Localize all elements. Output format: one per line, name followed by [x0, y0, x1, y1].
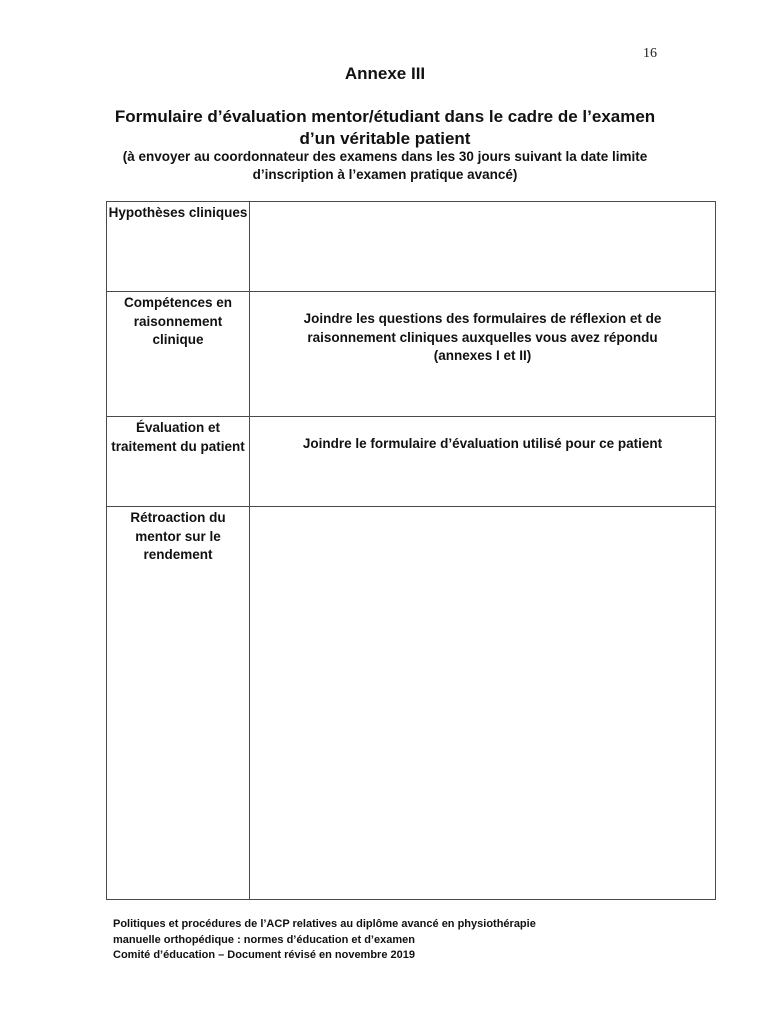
table-row-clinical-hypotheses — [107, 202, 716, 292]
form-title: Formulaire d’évaluation mentor/étudiant dans le cadre de l’examen d’un véritable patient — [114, 107, 656, 148]
row-label-clinical-hypotheses: Hypothèses cliniques — [107, 202, 250, 292]
footer-line-3: Comité d’éducation – Document révisé en novembre 2019 — [113, 949, 415, 961]
footer-line-2: manuelle orthopédique : normes d’éducation et d’examen — [113, 933, 415, 946]
annex-title: Annexe III — [344, 64, 426, 83]
table-row-clinical-reasoning — [107, 292, 716, 417]
page-footer — [113, 917, 673, 964]
page-number: 16 — [643, 46, 657, 61]
row-label-patient-assessment: Évaluation et traitement du patient — [107, 417, 250, 507]
footer-line-1: Politiques et procédures de l’ACP relatives au diplôme avancé en physiothérapie — [113, 918, 536, 930]
form-subtitle: (à envoyer au coordonnateur des examens dans les 30 jours suivant la date limite d’inscription à l’examen pratique avancé) — [122, 149, 648, 182]
row-label-mentor-feedback: Rétroaction du mentor sur le rendement — [107, 507, 250, 900]
row-label-clinical-reasoning: Compétences en raisonnement clinique — [107, 292, 250, 417]
table-row-patient-assessment — [107, 417, 716, 507]
row-content-patient-assessment: Joindre le formulaire d’évaluation utilisé pour ce patient — [250, 417, 716, 507]
table-row-mentor-feedback — [107, 507, 716, 900]
row-content-clinical-reasoning: Joindre les questions des formulaires de réflexion et de raisonnement cliniques auxquelles vous avez répondu (annexes I et II) — [250, 292, 716, 417]
evaluation-table — [106, 201, 716, 900]
row-content-clinical-hypotheses[interactable] — [250, 202, 716, 292]
row-content-mentor-feedback[interactable] — [250, 507, 716, 900]
